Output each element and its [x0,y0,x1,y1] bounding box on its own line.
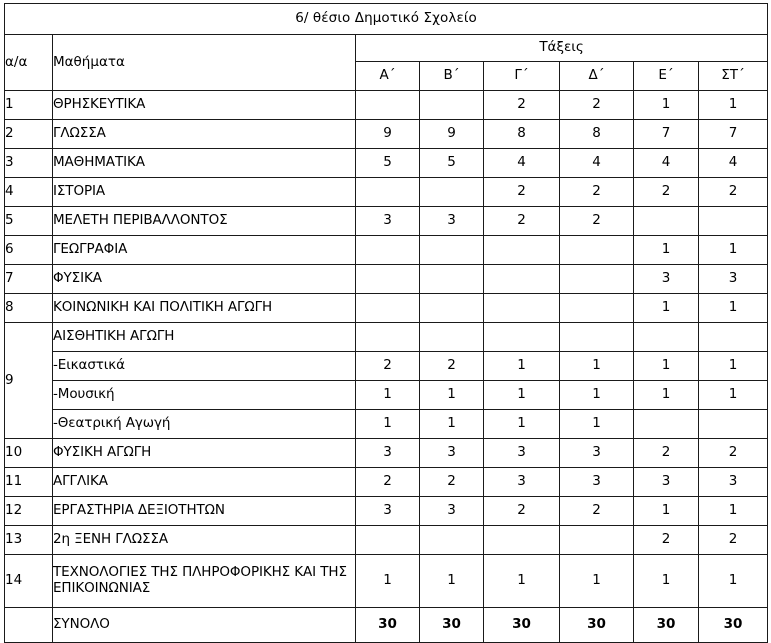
page-title: 6/ θέσιο Δημοτικό Σχολείο [5,4,768,35]
table-row [5,352,768,381]
cell-value [356,323,420,352]
table-row [5,178,768,207]
cell-value [560,526,634,555]
cell-value: 2 [420,352,484,381]
weekly-hours-table [4,3,768,643]
cell-value: 2 [356,468,420,497]
cell-value: 3 [699,468,768,497]
row-number: 8 [5,294,53,323]
cell-value [420,294,484,323]
header-subject: Μαθήματα [53,35,356,91]
row-number: 4 [5,178,53,207]
row-subject: -Μουσική [53,381,356,410]
header-row-group [5,35,768,62]
row-subject: ΦΥΣΙΚΗ ΑΓΩΓΗ [53,439,356,468]
header-grade-6: ΣΤ΄ [699,62,768,91]
cell-value [356,91,420,120]
cell-value: 1 [484,410,560,439]
cell-value: 3 [356,439,420,468]
header-grade-5: Ε΄ [634,62,699,91]
table-row [5,323,768,352]
cell-value: 1 [634,497,699,526]
table-row [5,439,768,468]
cell-value [560,323,634,352]
cell-value: 1 [699,381,768,410]
cell-value: 1 [699,236,768,265]
row-number: 9 [5,323,53,439]
cell-value: 4 [634,149,699,178]
cell-value: 1 [356,381,420,410]
cell-value: 5 [356,149,420,178]
table-row [5,526,768,555]
cell-value [420,265,484,294]
cell-value [484,526,560,555]
cell-value: 1 [484,381,560,410]
cell-value [560,236,634,265]
cell-value: 2 [484,91,560,120]
cell-value: 8 [484,120,560,149]
cell-value [420,178,484,207]
cell-value: 2 [560,497,634,526]
table-row [5,381,768,410]
total-value: 30 [356,608,420,643]
cell-value [699,207,768,236]
total-row-number [5,608,53,643]
table-row [5,410,768,439]
row-subject: ΜΕΛΕΤΗ ΠΕΡΙΒΑΛΛΟΝΤΟΣ [53,207,356,236]
cell-value: 2 [699,439,768,468]
cell-value: 3 [634,265,699,294]
cell-value [484,265,560,294]
row-subject: ΑΓΓΛΙΚΑ [53,468,356,497]
row-number: 12 [5,497,53,526]
cell-value: 2 [634,439,699,468]
header-grade-1: Α΄ [356,62,420,91]
cell-value: 1 [420,555,484,608]
cell-value [356,265,420,294]
row-number: 3 [5,149,53,178]
row-number: 11 [5,468,53,497]
cell-value: 4 [484,149,560,178]
cell-value: 1 [634,91,699,120]
row-number: 10 [5,439,53,468]
row-subject: ΤΕΧΝΟΛΟΓΙΕΣ ΤΗΣ ΠΛΗΡΟΦΟΡΙΚΗΣ ΚΑΙ ΤΗΣ ΕΠΙΚΟΙΝΩΝΙΑΣ [53,555,356,608]
cell-value [356,294,420,323]
row-number: 2 [5,120,53,149]
table-row [5,207,768,236]
table-row [5,468,768,497]
cell-value: 5 [420,149,484,178]
cell-value: 2 [484,178,560,207]
row-subject: ΙΣΤΟΡΙΑ [53,178,356,207]
cell-value: 9 [356,120,420,149]
cell-value: 2 [699,526,768,555]
cell-value: 3 [420,207,484,236]
cell-value: 1 [699,555,768,608]
row-number: 6 [5,236,53,265]
table-row [5,149,768,178]
cell-value: 2 [699,178,768,207]
header-grades-group: Τάξεις [356,35,768,62]
cell-value: 1 [699,294,768,323]
total-value: 30 [420,608,484,643]
cell-value: 1 [560,381,634,410]
cell-value: 3 [484,468,560,497]
cell-value [420,91,484,120]
cell-value: 4 [699,149,768,178]
table-row [5,497,768,526]
cell-value: 3 [634,468,699,497]
cell-value [420,236,484,265]
cell-value: 1 [356,410,420,439]
cell-value: 1 [699,91,768,120]
cell-value: 2 [560,91,634,120]
cell-value [634,323,699,352]
row-subject: ΚΟΙΝΩΝΙΚΗ ΚΑΙ ΠΟΛΙΤΙΚΗ ΑΓΩΓΗ [53,294,356,323]
cell-value: 3 [356,207,420,236]
header-grade-3: Γ΄ [484,62,560,91]
row-number: 5 [5,207,53,236]
cell-value: 1 [420,410,484,439]
table-row [5,236,768,265]
cell-value: 2 [560,207,634,236]
header-grade-2: Β΄ [420,62,484,91]
cell-value: 3 [560,468,634,497]
cell-value: 2 [634,526,699,555]
cell-value [484,323,560,352]
cell-value: 1 [484,555,560,608]
table-row [5,265,768,294]
cell-value: 3 [356,497,420,526]
row-subject: ΓΕΩΓΡΑΦΙΑ [53,236,356,265]
cell-value: 1 [484,352,560,381]
cell-value [484,294,560,323]
table-row [5,294,768,323]
header-grade-4: Δ΄ [560,62,634,91]
cell-value: 1 [634,352,699,381]
cell-value: 1 [356,555,420,608]
cell-value: 1 [634,236,699,265]
cell-value: 3 [484,439,560,468]
title-row [5,4,768,35]
row-number: 14 [5,555,53,608]
row-subject: ΜΑΘΗΜΑΤΙΚΑ [53,149,356,178]
cell-value [356,178,420,207]
total-value: 30 [634,608,699,643]
cell-value: 2 [420,468,484,497]
cell-value: 3 [560,439,634,468]
header-index: α/α [5,35,53,91]
row-number: 1 [5,91,53,120]
cell-value [356,526,420,555]
row-subject: 2η ΞΕΝΗ ΓΛΩΣΣΑ [53,526,356,555]
row-subject: -Εικαστικά [53,352,356,381]
row-subject: ΘΡΗΣΚΕΥΤΙΚΑ [53,91,356,120]
cell-value [560,265,634,294]
total-label: ΣΥΝΟΛΟ [53,608,356,643]
row-subject: ΑΙΣΘΗΤΙΚΗ ΑΓΩΓΗ [53,323,356,352]
cell-value: 9 [420,120,484,149]
cell-value: 1 [560,410,634,439]
cell-value: 1 [634,294,699,323]
row-number: 13 [5,526,53,555]
cell-value [699,410,768,439]
cell-value: 1 [699,497,768,526]
cell-value [420,526,484,555]
cell-value: 3 [420,497,484,526]
row-subject: ΕΡΓΑΣΤΗΡΙΑ ΔΕΞΙΟΤΗΤΩΝ [53,497,356,526]
cell-value [356,236,420,265]
total-value: 30 [560,608,634,643]
cell-value: 1 [634,555,699,608]
cell-value: 1 [560,352,634,381]
cell-value: 1 [420,381,484,410]
cell-value [699,323,768,352]
cell-value: 2 [484,207,560,236]
cell-value: 1 [699,352,768,381]
cell-value: 3 [699,265,768,294]
cell-value: 7 [634,120,699,149]
row-subject: -Θεατρική Αγωγή [53,410,356,439]
cell-value: 2 [634,178,699,207]
row-subject: ΦΥΣΙΚΑ [53,265,356,294]
cell-value: 2 [484,497,560,526]
table-row [5,91,768,120]
row-number: 7 [5,265,53,294]
cell-value: 7 [699,120,768,149]
cell-value: 2 [356,352,420,381]
total-value: 30 [699,608,768,643]
cell-value: 4 [560,149,634,178]
total-value: 30 [484,608,560,643]
cell-value [634,410,699,439]
table-row [5,120,768,149]
cell-value: 2 [560,178,634,207]
cell-value [484,236,560,265]
cell-value [420,323,484,352]
cell-value: 3 [420,439,484,468]
cell-value: 8 [560,120,634,149]
total-row [5,608,768,643]
cell-value [560,294,634,323]
cell-value: 1 [560,555,634,608]
cell-value [634,207,699,236]
cell-value: 1 [634,381,699,410]
table-body [5,4,768,643]
row-subject: ΓΛΩΣΣΑ [53,120,356,149]
